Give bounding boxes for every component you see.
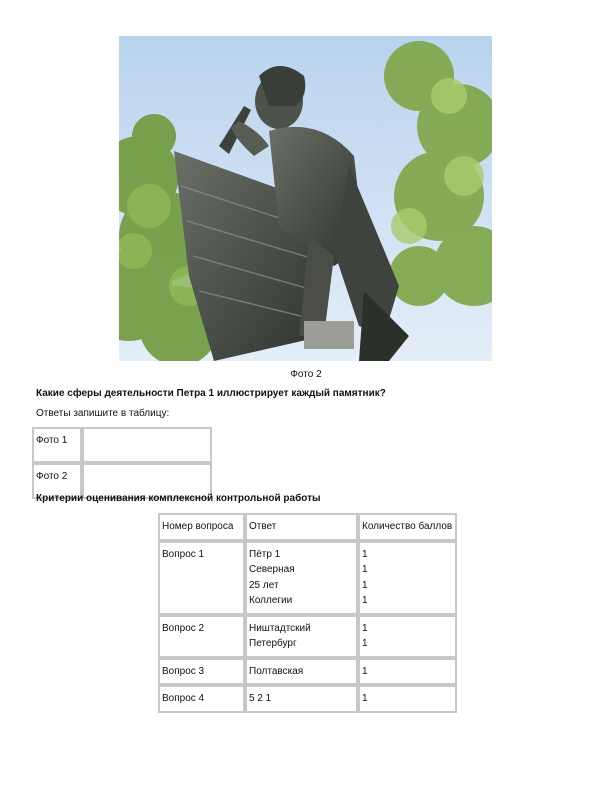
answer-label: Фото 2 (32, 463, 82, 499)
question-text: Какие сферы деятельности Петра 1 иллюстрирует каждый памятник? (36, 388, 386, 399)
points-list (358, 615, 457, 658)
answer-list (245, 658, 358, 686)
table-row (32, 427, 212, 463)
question-number: Вопрос 1 (158, 541, 245, 615)
points-item: 1 (362, 548, 368, 560)
points-list (358, 658, 457, 686)
table-row (158, 541, 457, 615)
points-item: 1 (362, 665, 368, 677)
header-points: Количество баллов (358, 513, 457, 541)
answer-item: Северная (249, 564, 295, 575)
points-item: 1 (362, 564, 368, 575)
answer-label: Фото 1 (32, 427, 82, 463)
instruction-text: Ответы запишите в таблицу: (36, 408, 170, 419)
question-number: Вопрос 3 (158, 658, 245, 686)
answer-item: 25 лет (249, 579, 279, 591)
photo-caption: Фото 2 (290, 369, 322, 380)
answer-item: Полтавская (249, 665, 304, 677)
table-header-row (158, 513, 457, 541)
answer-list (245, 541, 358, 615)
points-item: 1 (362, 693, 368, 704)
answer-item: 5 2 1 (249, 693, 272, 704)
table-row (158, 615, 457, 658)
statue-photo (119, 36, 492, 361)
answer-cell[interactable] (82, 427, 212, 463)
criteria-table (158, 513, 457, 713)
question-number: Вопрос 4 (158, 685, 245, 713)
points-item: 1 (362, 638, 368, 649)
answer-item: Петербург (249, 638, 297, 649)
answer-item: Коллегии (249, 595, 293, 606)
answer-list (245, 685, 358, 713)
statue-image (119, 36, 492, 361)
header-question: Номер вопроса (158, 513, 245, 541)
answer-list (245, 615, 358, 658)
header-answer: Ответ (245, 513, 358, 541)
points-item: 1 (362, 622, 368, 634)
answers-table (32, 427, 212, 499)
table-row (158, 685, 457, 713)
question-number: Вопрос 2 (158, 615, 245, 658)
points-list (358, 685, 457, 713)
points-item: 1 (362, 595, 368, 606)
points-list (358, 541, 457, 615)
answer-item: Пётр 1 (249, 548, 281, 560)
table-row (158, 658, 457, 686)
criteria-title: Критерии оценивания комплексной контрольной работы (36, 493, 321, 504)
answer-item: Ништадтский (249, 622, 311, 634)
points-item: 1 (362, 579, 368, 591)
